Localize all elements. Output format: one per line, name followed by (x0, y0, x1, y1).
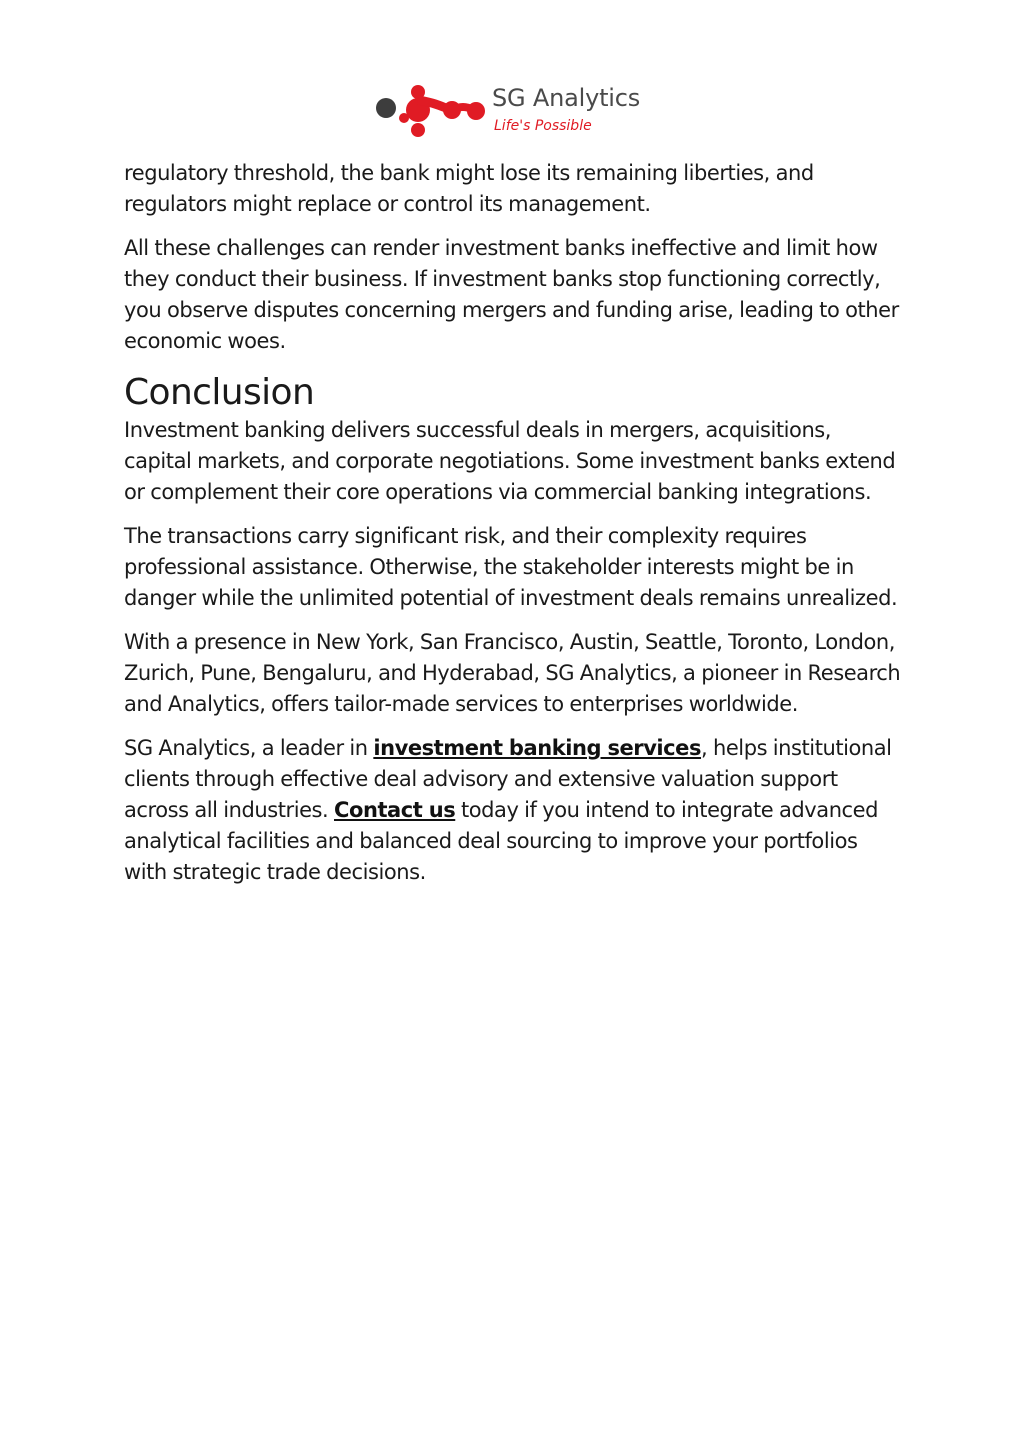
paragraph-with-links (124, 733, 904, 888)
page-header (0, 0, 1023, 150)
article-body (124, 158, 904, 901)
paragraph: All these challenges can render investment banks ineffective and limit how they conduct their business. If investment banks stop functioning correctly, you observe disputes concerning mergers and funding arise, leading to other economic woes. (124, 236, 899, 353)
paragraph: regulatory threshold, the bank might lose its remaining liberties, and regulators might replace or control its management. (124, 161, 814, 216)
paragraph: The transactions carry significant risk, and their complexity requires professional assistance. Otherwise, the stakeholder interests might be in danger while the unlimited potential of investment deals remains unrealized. (124, 524, 898, 610)
section-heading-conclusion: Conclusion (124, 372, 315, 413)
paragraph-text: today if you intend to integrate advanced analytical facilities and balanced deal sourcing to improve your portfolios with strategic trade decisions. (124, 798, 879, 884)
sg-analytics-logo-mark-icon (374, 78, 486, 142)
logo-tagline: Life's Possible (494, 118, 592, 134)
paragraph: With a presence in New York, San Francisco, Austin, Seattle, Toronto, London, Zurich, Pune, Bengaluru, and Hyderabad, SG Analytics, a pioneer in Research and Analytics, offers tailor-made services to enterprises worldwide. (124, 630, 901, 716)
paragraph-text: SG Analytics, a leader in (124, 736, 374, 760)
investment-banking-services-link[interactable]: investment banking services (373, 736, 702, 760)
logo-name: SG Analytics (492, 84, 641, 112)
paragraph-text: , helps institutional clients through effective deal advisory and extensive valuation support across all industries. (124, 736, 892, 822)
contact-us-link[interactable]: Contact us (334, 798, 456, 822)
paragraph: Investment banking delivers successful deals in mergers, acquisitions, capital markets, and corporate negotiations. Some investment banks extend or complement their core operations via commercial banking integrations. (124, 418, 896, 504)
sg-analytics-logo (374, 70, 674, 150)
